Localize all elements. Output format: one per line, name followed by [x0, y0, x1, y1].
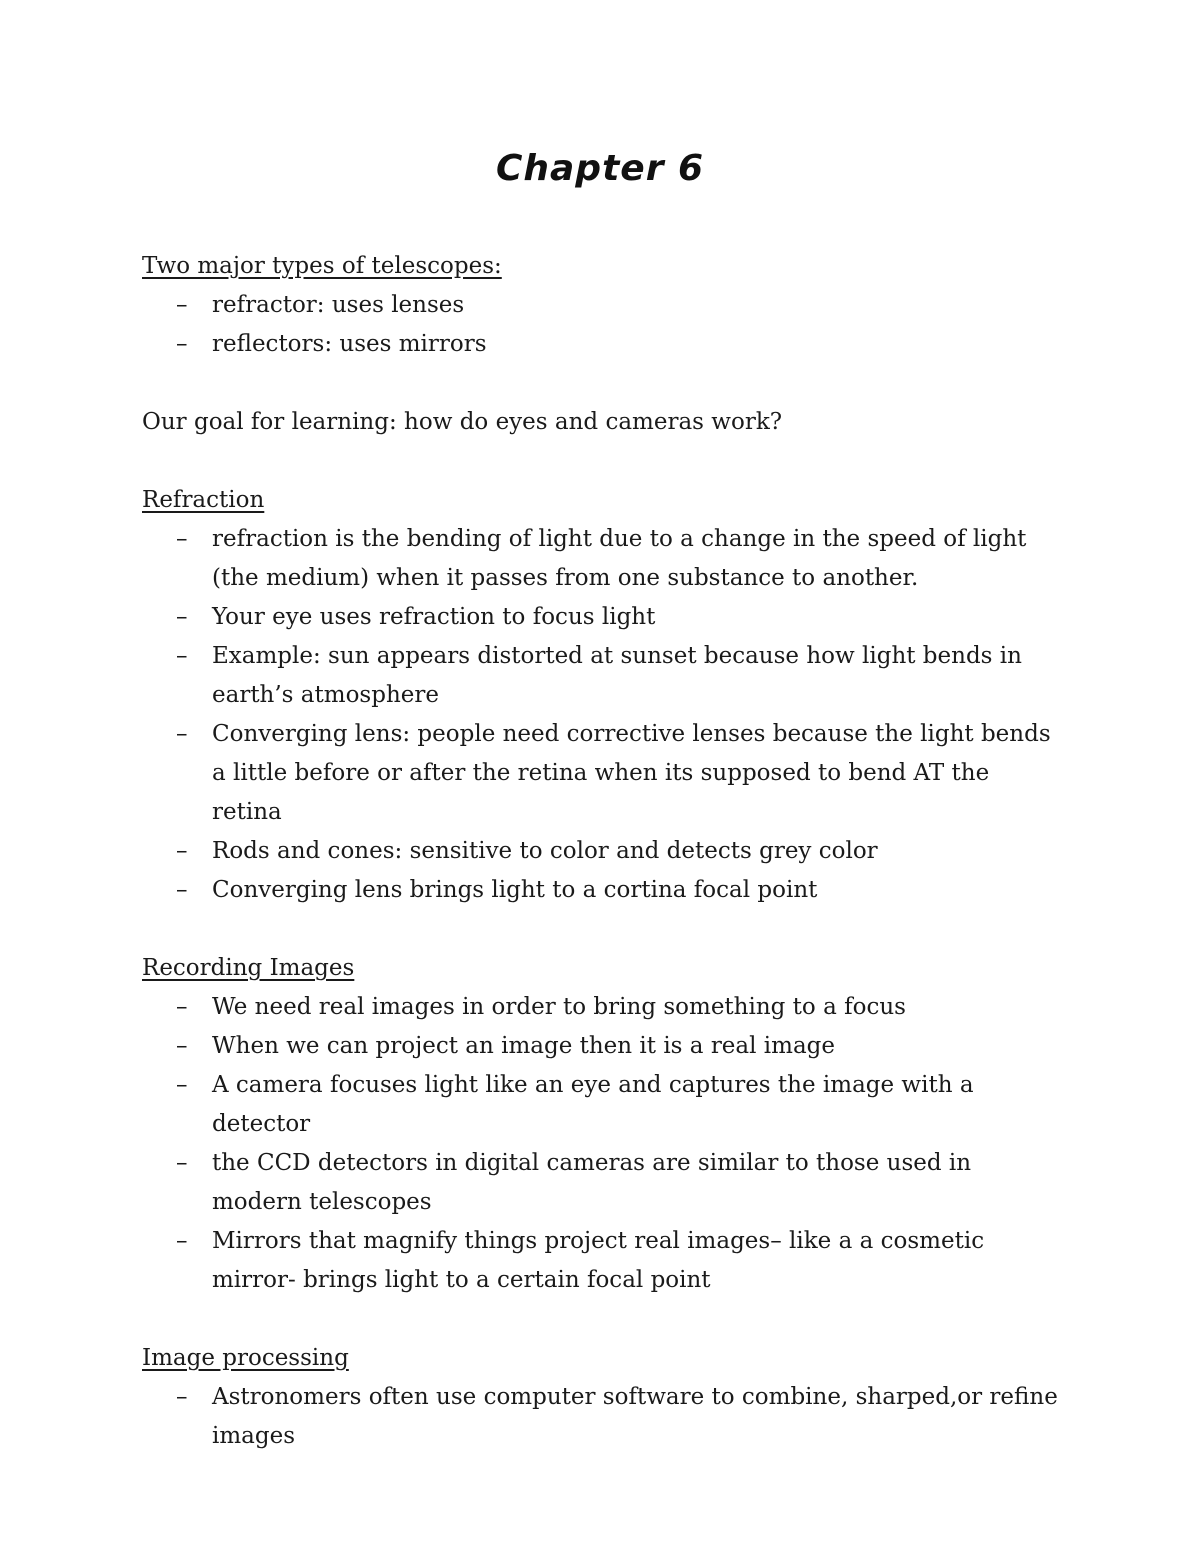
list-item [142, 520, 1062, 598]
list-item-text: reflectors: uses mirrors [212, 331, 487, 357]
dash-bullet: – [176, 838, 188, 864]
list-item-text: Rods and cones: sensitive to color and detects grey color [212, 838, 878, 864]
section-heading-refraction: Refraction [142, 487, 265, 513]
dash-bullet: – [176, 877, 188, 903]
list-item-text: When we can project an image then it is a real image [212, 1033, 836, 1059]
list-item [142, 871, 1062, 910]
list-item [142, 1378, 1062, 1456]
list-item [142, 1222, 1062, 1300]
list-item [142, 1144, 1062, 1222]
dash-bullet: – [176, 721, 188, 747]
section-heading-recording-images: Recording Images [142, 955, 355, 981]
list-item [142, 1066, 1062, 1144]
dash-bullet: – [176, 604, 188, 630]
list-item-text: Your eye uses refraction to focus light [212, 604, 656, 630]
list-item-text: refractor: uses lenses [212, 292, 465, 318]
list-item-text: refraction is the bending of light due to a change in the speed of light (the medium) when it passes from one substance to another. [212, 526, 1027, 591]
list-item [142, 598, 1062, 637]
list-item [142, 715, 1062, 832]
list-item [142, 832, 1062, 871]
recording-images-list [142, 988, 1062, 1300]
list-item [142, 1027, 1062, 1066]
dash-bullet: – [176, 526, 188, 552]
dash-bullet: – [176, 1150, 188, 1176]
dash-bullet: – [176, 1033, 188, 1059]
dash-bullet: – [176, 1072, 188, 1098]
dash-bullet: – [176, 292, 188, 318]
dash-bullet: – [176, 994, 188, 1020]
list-item-text: Converging lens brings light to a cortina focal point [212, 877, 818, 903]
dash-bullet: – [176, 1384, 188, 1410]
list-item-text: Astronomers often use computer software to combine, sharped,or refine images [212, 1384, 1058, 1449]
list-item-text: Example: sun appears distorted at sunset because how light bends in earth’s atmosphere [212, 643, 1022, 708]
list-item [142, 286, 1062, 325]
dash-bullet: – [176, 331, 188, 357]
image-processing-list [142, 1378, 1062, 1456]
list-item [142, 325, 1062, 364]
list-item-text: Mirrors that magnify things project real images– like a a cosmetic mirror- brings light to a certain focal point [212, 1228, 985, 1293]
list-item-text: the CCD detectors in digital cameras are similar to those used in modern telescopes [212, 1150, 972, 1215]
section-heading-telescopes: Two major types of telescopes: [142, 253, 502, 279]
list-item [142, 637, 1062, 715]
learning-goal: Our goal for learning: how do eyes and cameras work? [142, 409, 783, 435]
list-item-text: We need real images in order to bring something to a focus [212, 994, 906, 1020]
telescope-types-list [142, 286, 1062, 364]
refraction-list [142, 520, 1062, 910]
section-heading-image-processing: Image processing [142, 1345, 349, 1371]
list-item-text: A camera focuses light like an eye and captures the image with a detector [212, 1072, 974, 1137]
dash-bullet: – [176, 643, 188, 669]
page-title: Chapter 6 [495, 148, 705, 189]
list-item-text: Converging lens: people need corrective lenses because the light bends a little before or after the retina when its supposed to bend AT the retina [212, 721, 1051, 825]
dash-bullet: – [176, 1228, 188, 1254]
list-item [142, 988, 1062, 1027]
document-body [142, 247, 1062, 1456]
